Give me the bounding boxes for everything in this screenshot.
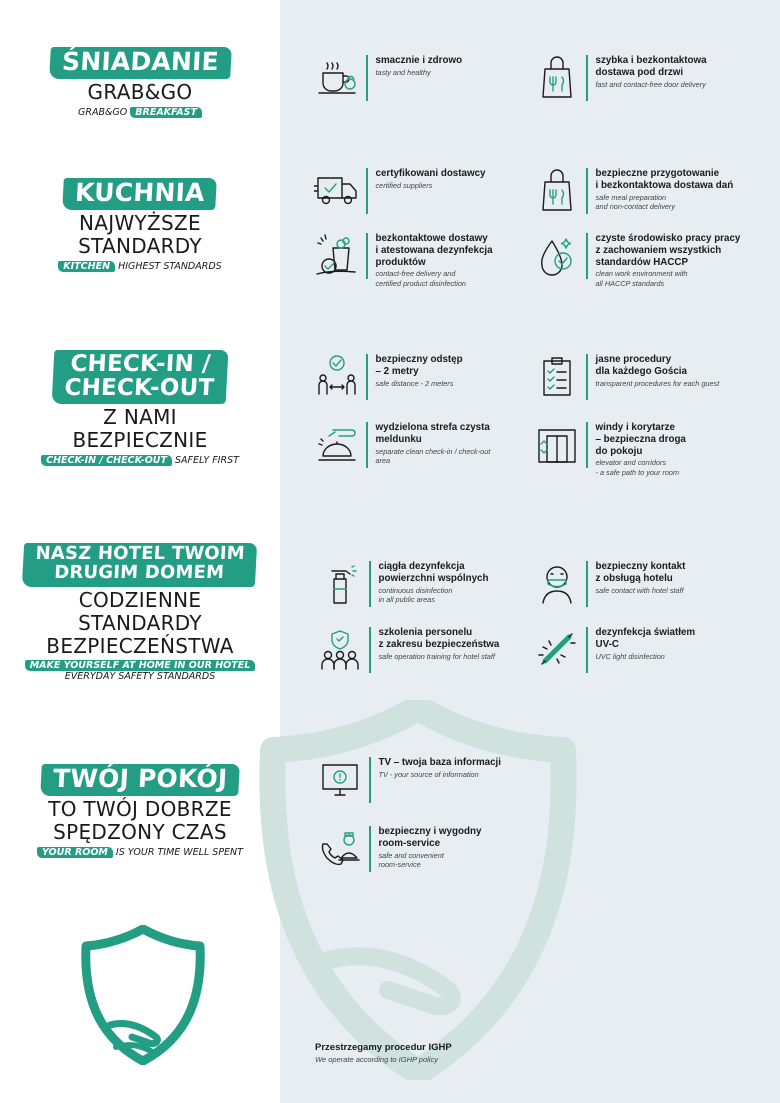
section-tagline-kitchen xyxy=(0,261,280,272)
clean-drop-icon xyxy=(536,233,578,277)
feature-title: certyfikowani dostawcy xyxy=(375,168,486,179)
feature-distance xyxy=(312,354,526,400)
feature-contact-free-delivery xyxy=(312,233,526,288)
feature-title: bezpieczny odstęp – 2 metry xyxy=(375,354,463,377)
feature-uvc xyxy=(532,627,746,673)
section-subtitle-checkin: Z NAMI BEZPIECZNIE xyxy=(72,405,208,453)
feature-subtitle: contact-free delivery and certified product disinfection xyxy=(375,269,466,288)
feature-room-service xyxy=(315,826,529,872)
feature-title: bezpieczne przygotowanie i bezkontaktowa dostawa dań xyxy=(595,168,734,191)
feature-tasty xyxy=(312,55,526,101)
section-checkin xyxy=(0,350,280,466)
feature-title: wydzielona strefa czysta meldunku xyxy=(375,422,490,445)
feature-staff-contact xyxy=(532,561,746,607)
checklist-icon xyxy=(539,355,575,397)
tagline-text: HIGHEST STANDARDS xyxy=(118,261,222,273)
tagline-badge: YOUR ROOM xyxy=(37,847,113,858)
feature-certified-suppliers xyxy=(312,168,526,214)
section-breakfast xyxy=(0,47,280,118)
feature-title: bezpieczny kontakt z obsługą hotelu xyxy=(595,561,686,584)
feature-title: szkolenia personelu z zakresu bezpieczeństwa xyxy=(378,627,500,650)
feature-title: bezpieczny i wygodny room-service xyxy=(378,826,482,849)
feature-subtitle: separate clean check-in / check-out area xyxy=(375,446,491,465)
section-tagline-home xyxy=(0,660,280,671)
section-subtitle-home: CODZIENNE STANDARDY BEZPIECZEŃSTWA xyxy=(46,587,234,658)
feature-title: dezynfekcja światłem UV-C xyxy=(595,627,696,650)
feature-title: czyste środowisko pracy pracy z zachowaniem wszystkich standardów HACCP xyxy=(595,233,741,268)
section-title-home: NASZ HOTEL TWOIM DRUGIM DOMEM xyxy=(22,543,257,587)
elevator-icon xyxy=(535,424,579,464)
tea-cup-icon xyxy=(315,57,359,97)
feature-subtitle: tasty and healthy xyxy=(375,67,431,77)
section-room xyxy=(0,764,280,858)
feature-title: ciągła dezynfekcja powierzchni wspólnych xyxy=(378,561,489,584)
feature-subtitle: safe distance - 2 meters xyxy=(375,378,454,388)
feature-disinfection xyxy=(315,561,529,607)
feature-title: jasne procedury dla każdego Gościa xyxy=(595,354,687,377)
tagline-badge: MAKE YOURSELF AT HOME IN OUR HOTEL xyxy=(25,660,256,671)
tv-monitor-icon xyxy=(319,759,361,799)
uvc-lamp-icon xyxy=(535,627,579,671)
footer-subtitle: We operate according to IGHP policy xyxy=(315,1055,438,1064)
distance-icon xyxy=(315,354,359,398)
feature-subtitle: transparent procedures for each guest xyxy=(595,378,720,388)
masked-person-icon xyxy=(537,561,577,605)
feature-clean-checkin xyxy=(312,422,526,468)
hotel-shield-logo-icon xyxy=(80,925,206,1065)
feature-haccp xyxy=(532,233,746,288)
feature-title: smacznie i zdrowo xyxy=(375,55,463,66)
tagline-badge: BREAKFAST xyxy=(130,107,202,118)
feature-training xyxy=(315,627,529,673)
section-tagline-room xyxy=(0,847,280,858)
feature-elevator xyxy=(532,422,746,477)
tagline-text: GRAB&GO xyxy=(78,107,128,119)
feature-subtitle: continuous disinfection in all public areas xyxy=(378,585,453,604)
feature-subtitle: fast and contact-free door delivery xyxy=(595,79,706,89)
feature-subtitle: safe and convenient room-service xyxy=(378,850,444,869)
feature-title: windy i korytarze – bezpieczna droga do pokoju xyxy=(595,422,686,457)
reception-bell-icon xyxy=(315,422,359,466)
room-service-icon xyxy=(317,826,363,870)
section-subtitle-room: TO TWÓJ DOBRZE SPĘDZONY CZAS xyxy=(48,797,232,845)
feature-title: TV – twoja baza informacji xyxy=(378,757,501,768)
feature-tv xyxy=(315,757,529,803)
section-tagline-checkin xyxy=(0,455,280,466)
feature-safe-meal xyxy=(532,168,746,214)
feature-title: szybka i bezkontaktowa dostawa pod drzwi xyxy=(595,55,707,78)
section-kitchen xyxy=(0,178,280,272)
feature-subtitle: TV - your source of information xyxy=(378,769,479,779)
tagline-text: SAFELY FIRST xyxy=(175,455,239,467)
feature-door-delivery xyxy=(532,55,746,101)
tagline-badge: KITCHEN xyxy=(58,261,115,272)
feature-subtitle: UVC light disinfection xyxy=(595,651,665,661)
feature-subtitle: certified suppliers xyxy=(375,180,433,190)
meal-bag-icon xyxy=(537,168,577,212)
takeaway-bag-icon xyxy=(537,55,577,99)
tagline-badge: CHECK-IN / CHECK-OUT xyxy=(41,455,172,466)
feature-subtitle: elevator and corridors - a safe path to your room xyxy=(595,458,680,477)
section-title-checkin: CHECK-IN / CHECK-OUT xyxy=(52,350,229,404)
section-title-kitchen: KUCHNIA xyxy=(62,178,217,210)
feature-procedures xyxy=(532,354,746,400)
footer-note xyxy=(315,1042,452,1064)
feature-subtitle: safe contact with hotel staff xyxy=(595,585,684,595)
section-title-room: TWÓJ POKÓJ xyxy=(40,764,240,796)
feature-title: bezkontaktowe dostawy i atestowana dezynfekcja produktów xyxy=(375,233,493,268)
feature-subtitle: safe operation training for hotel staff xyxy=(378,651,495,661)
disinfect-produce-icon xyxy=(315,232,359,278)
section-home xyxy=(0,543,280,682)
staff-training-icon xyxy=(318,627,362,671)
feature-subtitle: clean work environment with all HACCP standards xyxy=(595,269,688,288)
feature-subtitle: safe meal preparation and non-contact delivery xyxy=(595,192,676,211)
tagline-text: IS YOUR TIME WELL SPENT xyxy=(115,847,243,859)
section-subtitle-kitchen: NAJWYŻSZE STANDARDY xyxy=(78,211,202,259)
section-tagline-home-line2: EVERYDAY SAFETY STANDARDS xyxy=(64,670,216,682)
section-subtitle-breakfast: GRAB&GO xyxy=(87,80,193,105)
section-tagline-breakfast xyxy=(0,107,280,118)
section-title-breakfast: ŚNIADANIE xyxy=(49,47,231,79)
footer-title: Przestrzegamy procedur IGHP xyxy=(315,1042,452,1053)
delivery-truck-icon xyxy=(314,172,360,208)
spray-bottle-icon xyxy=(320,561,360,605)
